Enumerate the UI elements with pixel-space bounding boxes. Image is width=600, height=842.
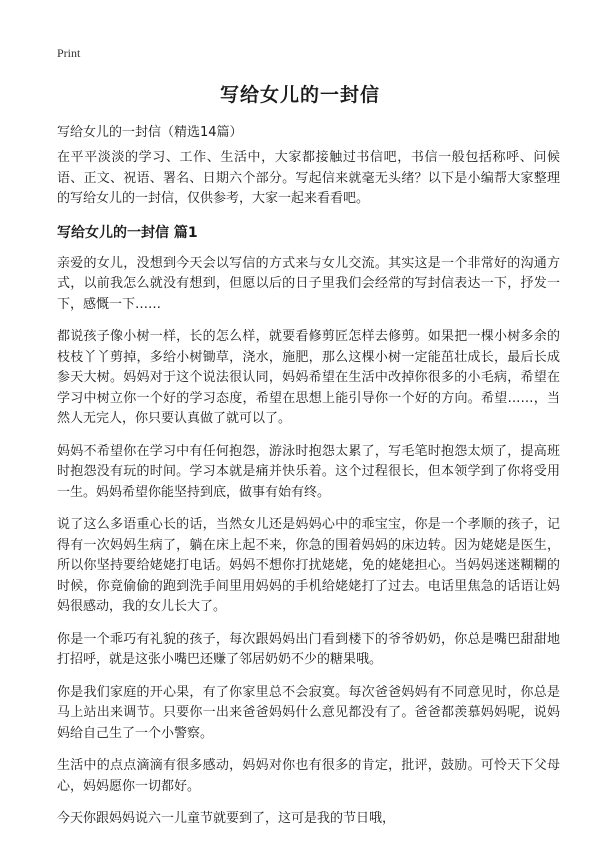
body-paragraph: 亲爱的女儿，没想到今天会以写信的方式来与女儿交流。其实这是一个非常好的沟通方式，以前我怎么就没有想到，但愿以后的日子里我们会经常的写封信表达一下，抒发一下，感慨一下…… — [57, 255, 560, 312]
document-subtitle: 写给女儿的一封信（精选14篇） — [57, 125, 243, 140]
body-paragraph: 说了这么多语重心长的话，当然女儿还是妈妈心中的乖宝宝，你是一个孝顺的孩子，记得有一次妈妈生病了，躺在床上起不来，你急的围着妈妈的床边转。因为姥姥是医生，所以你坚持要给姥姥打电话。妈妈不想你打扰姥姥，免的姥姥担心。当妈妈迷迷糊糊的时候，你竟偷偷的跑到洗手间里用妈妈的手机给姥姥打了过去。电话里焦急的话语让妈妈很感动，我的女儿长大了。 — [57, 517, 560, 614]
body-paragraph: 你是我们家庭的开心果，有了你家里总不会寂寞。每次爸爸妈妈有不同意见时，你总是马上站出来调节。只要你一出来爸爸妈妈什么意见都没有了。爸爸都羡慕妈妈呢，说妈妈给自己生了一个小警察。 — [57, 684, 560, 741]
body-paragraph: 今天你跟妈妈说六一儿童节就要到了，这可是我的节日哦， — [57, 811, 396, 826]
body-paragraph: 你是一个乖巧有礼貌的孩子，每次跟妈妈出门看到楼下的爷爷奶奶，你总是嘴巴甜甜地打招呼，就是这张小嘴巴还赚了邻居奶奶不少的糖果哦。 — [57, 631, 560, 667]
print-label: Print — [57, 46, 81, 60]
body-paragraph: 生活中的点点滴滴有很多感动，妈妈对你也有很多的肯定，批评，鼓励。可怜天下父母心，妈妈愿你一切都好。 — [57, 758, 560, 794]
document-body — [57, 148, 560, 842]
body-paragraph: 妈妈不希望你在学习中有任何抱怨，游泳时抱怨太累了，写毛笔时抱怨太烦了，提高班时抱怨没有玩的时间。学习本就是痛并快乐着。这个过程很长，但本领学到了你将受用一生。妈妈希望你能坚持到底，做事有始有终。 — [57, 443, 560, 500]
body-paragraph: 都说孩子像小树一样，长的怎么样，就要看修剪匠怎样去修剪。如果把一棵小树多余的枝枝丫丫剪掉，多给小树锄草，浇水，施肥，那么这棵小树一定能茁壮成长，最后长成参天大树。妈妈对于这个说法很认同，妈妈希望在生活中改掉你很多的小毛病，希望在学习中树立你一个好的学习态度，希望在思想上能引导你一个好的方向。希望……，当然人无完人，你只要认真做了就可以了。 — [57, 329, 560, 426]
section-heading: 写给女儿的一封信 篇1 — [57, 224, 198, 241]
intro-paragraph: 在平平淡淡的学习、工作、生活中，大家都接触过书信吧，书信一般包括称呼、问候语、正文、祝语、署名、日期六个部分。写起信来就毫无头绪？以下是小编帮大家整理的写给女儿的一封信，仅供参考，大家一起来看看吧。 — [57, 150, 560, 206]
document-title: 写给女儿的一封信 — [219, 84, 380, 106]
